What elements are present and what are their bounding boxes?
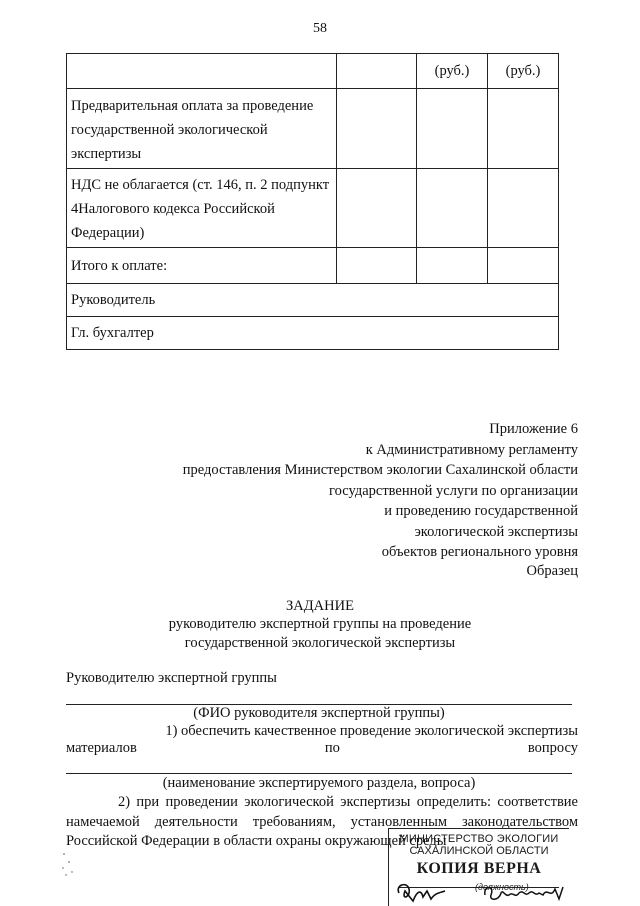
table-row <box>67 317 559 350</box>
word: материалов <box>66 740 137 756</box>
appendix-header <box>118 420 578 564</box>
table-cell-empty <box>67 54 337 89</box>
appendix-line: и проведению государственной <box>384 503 578 519</box>
table-cell-empty <box>488 248 559 284</box>
table-cell-empty <box>337 54 417 89</box>
item-1-text: 1) обеспечить качественное проведение экологической экспертизы <box>165 723 578 739</box>
head-label: Руководитель <box>67 284 559 317</box>
accountant-label: Гл. бухгалтер <box>67 317 559 350</box>
appendix-line: предоставления Министерством экологии Сахалинской области <box>182 462 578 478</box>
certified-copy-stamp <box>388 828 569 906</box>
word: по <box>324 740 340 756</box>
appendix-line: к Административному регламенту <box>365 441 578 458</box>
prepayment-label: Предварительная оплата за проведение государственной экологической экспертизы <box>67 89 337 169</box>
appendix-line: Приложение 6 <box>489 421 578 437</box>
fio-caption: (ФИО руководителя экспертной группы) <box>193 705 445 721</box>
sample-label: Образец <box>526 563 578 579</box>
word: вопросу <box>527 740 578 756</box>
table-cell-empty <box>337 248 417 284</box>
table-cell-empty <box>488 169 559 248</box>
table-row <box>67 284 559 317</box>
table-cell-empty <box>417 89 488 169</box>
table-cell-empty <box>337 169 417 248</box>
scan-dots <box>60 848 90 878</box>
payment-table <box>66 53 559 350</box>
table-row <box>67 89 559 169</box>
unit-label-rub: (руб.) <box>417 54 488 89</box>
total-label: Итого к оплате: <box>67 248 337 284</box>
document-subtitle: руководителю экспертной группы на проведение <box>168 616 472 632</box>
stamp-title: КОПИЯ ВЕРНА <box>416 860 542 877</box>
table-cell-empty <box>417 169 488 248</box>
unit-label-rub: (руб.) <box>488 54 559 89</box>
table-row <box>67 54 559 89</box>
document-subtitle: государственной экологической экспертизы <box>184 635 456 651</box>
stamp-line: САХАЛИНСКОЙ ОБЛАСТИ <box>409 845 549 857</box>
page-number: 58 <box>313 21 327 36</box>
table-row <box>67 248 559 284</box>
appendix-line: государственной услуги по организации <box>329 482 578 499</box>
appendix-line: объектов регионального уровня <box>381 544 578 560</box>
table-cell-empty <box>417 248 488 284</box>
addressee-label: Руководителю экспертной группы <box>66 670 277 686</box>
appendix-line: экологической экспертизы <box>414 523 578 540</box>
position-caption: (должность) <box>475 882 529 892</box>
signature-icon <box>393 879 453 906</box>
vat-label: НДС не облагается (ст. 146, п. 2 подпункт 4Налогового кодекса Российской Федерации) <box>67 169 337 248</box>
table-cell-empty <box>488 89 559 169</box>
section-caption: (наименование экспертируемого раздела, вопроса) <box>162 775 476 791</box>
table-row <box>67 169 559 248</box>
item-2-paragraph: 2) при проведении экологической экспертизы определить: соответствие намечаемой деятельности требованиям, установленным законодательством Российской Федерации в области охраны окружающей среды <box>66 794 578 850</box>
item-1-continuation <box>66 739 578 759</box>
table-cell-empty <box>337 89 417 169</box>
stamp-line: МИНИСТЕРСТВО ЭКОЛОГИИ <box>399 833 559 845</box>
document-title: ЗАДАНИЕ <box>286 598 354 614</box>
handwritten-name-icon <box>481 879 567 906</box>
